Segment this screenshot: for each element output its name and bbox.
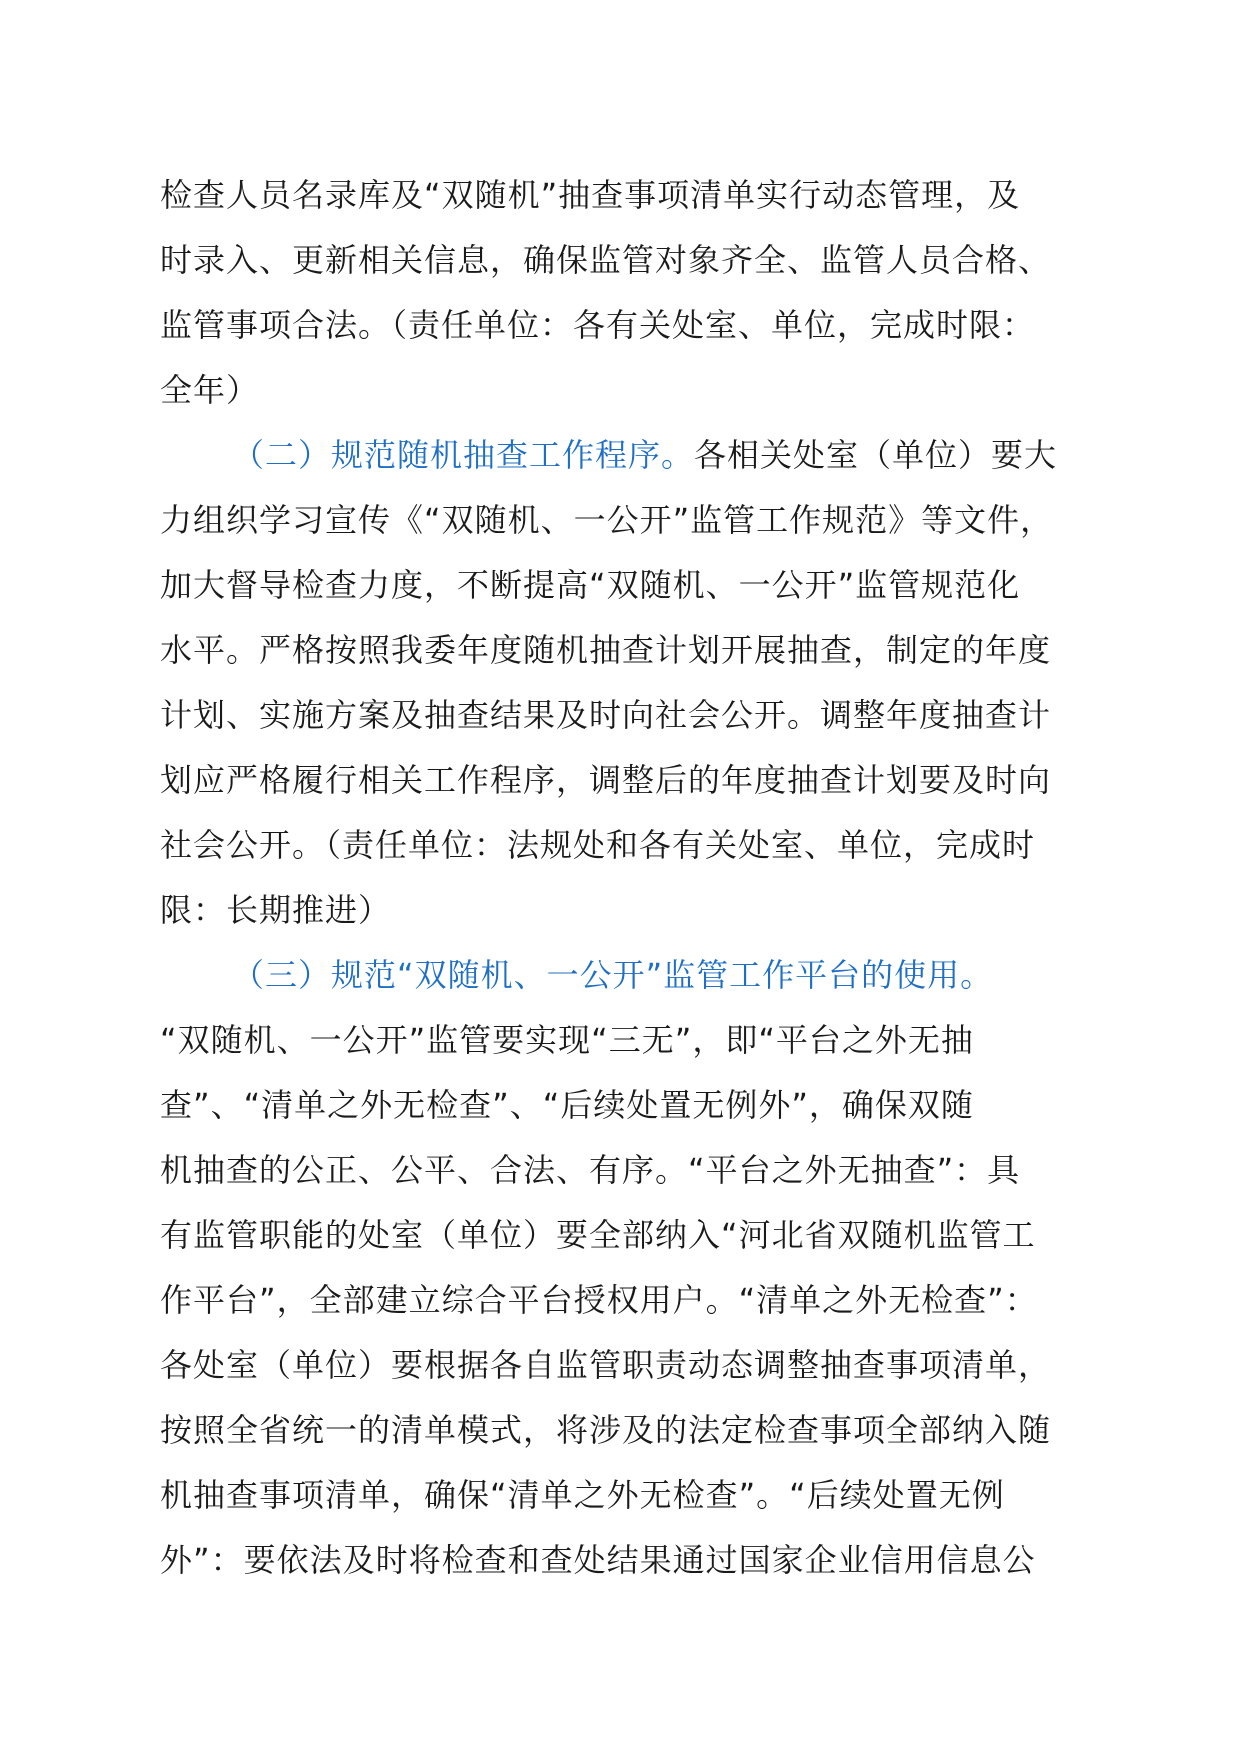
text-line	[160, 293, 1120, 358]
text-line	[160, 618, 1120, 683]
text-line	[160, 1463, 1120, 1528]
text-line	[160, 1333, 1120, 1398]
body-text: 划应严格履行相关工作程序，调整后的年度抽查计划要及时向	[160, 761, 1052, 799]
text-line	[160, 358, 1120, 423]
text-line	[160, 1528, 1120, 1593]
text-line	[160, 813, 1120, 878]
document-body	[160, 163, 1120, 1593]
text-line	[160, 1073, 1120, 1138]
section-heading: （三）规范“双随机、一公开”监管工作平台的使用。	[232, 956, 994, 994]
text-line	[160, 748, 1120, 813]
body-text: 各处室（单位）要根据各自监管职责动态调整抽查事项清单，	[160, 1346, 1052, 1384]
body-text: 全年）	[160, 371, 260, 409]
text-line	[160, 1008, 1120, 1073]
body-text: 加大督导检查力度，不断提高“双随机、一公开”监管规范化	[160, 566, 1021, 604]
body-text: 机抽查的公正、公平、合法、有序。“平台之外无抽查”：具	[160, 1151, 1021, 1189]
body-text: 力组织学习宣传《“双随机、一公开”监管工作规范》等文件，	[160, 501, 1054, 539]
text-line	[160, 1203, 1120, 1268]
body-text: 按照全省统一的清单模式，将涉及的法定检查事项全部纳入随	[160, 1411, 1052, 1449]
body-text: 外”：要依法及时将检查和查处结果通过国家企业信用信息公	[160, 1541, 1036, 1579]
body-text: 监管事项合法。（责任单位：各有关处室、单位，完成时限：	[160, 306, 1036, 344]
body-text: “双随机、一公开”监管要实现“三无”，即“平台之外无抽	[160, 1021, 974, 1059]
body-text: 各相关处室（单位）要大	[694, 436, 1058, 474]
text-line	[160, 1398, 1120, 1463]
body-text: 时录入、更新相关信息，确保监管对象齐全、监管人员合格、	[160, 241, 1052, 279]
text-line	[160, 1138, 1120, 1203]
body-text: 计划、实施方案及抽查结果及时向社会公开。调整年度抽查计	[160, 696, 1052, 734]
text-line	[160, 423, 1120, 488]
body-text: 检查人员名录库及“双随机”抽查事项清单实行动态管理，及	[160, 176, 1021, 214]
text-line	[160, 683, 1120, 748]
body-text: 水平。严格按照我委年度随机抽查计划开展抽查，制定的年度	[160, 631, 1052, 669]
body-text: 查”、“清单之外无检查”、“后续处置无例外”，确保双随	[160, 1086, 974, 1124]
text-line	[160, 163, 1120, 228]
section-heading: （二）规范随机抽查工作程序。	[232, 436, 695, 474]
text-line	[160, 1268, 1120, 1333]
text-line	[160, 943, 1120, 1008]
text-line	[160, 228, 1120, 293]
body-text: 机抽查事项清单，确保“清单之外无检查”。“后续处置无例	[160, 1476, 1005, 1514]
body-text: 限：长期推进）	[160, 891, 392, 929]
text-line	[160, 488, 1120, 553]
body-text: 社会公开。（责任单位：法规处和各有关处室、单位，完成时	[160, 826, 1036, 864]
body-text: 作平台”，全部建立综合平台授权用户。“清单之外无检查”：	[160, 1281, 1038, 1319]
body-text: 有监管职能的处室（单位）要全部纳入“河北省双随机监管工	[160, 1216, 1036, 1254]
text-line	[160, 553, 1120, 618]
text-line	[160, 878, 1120, 943]
